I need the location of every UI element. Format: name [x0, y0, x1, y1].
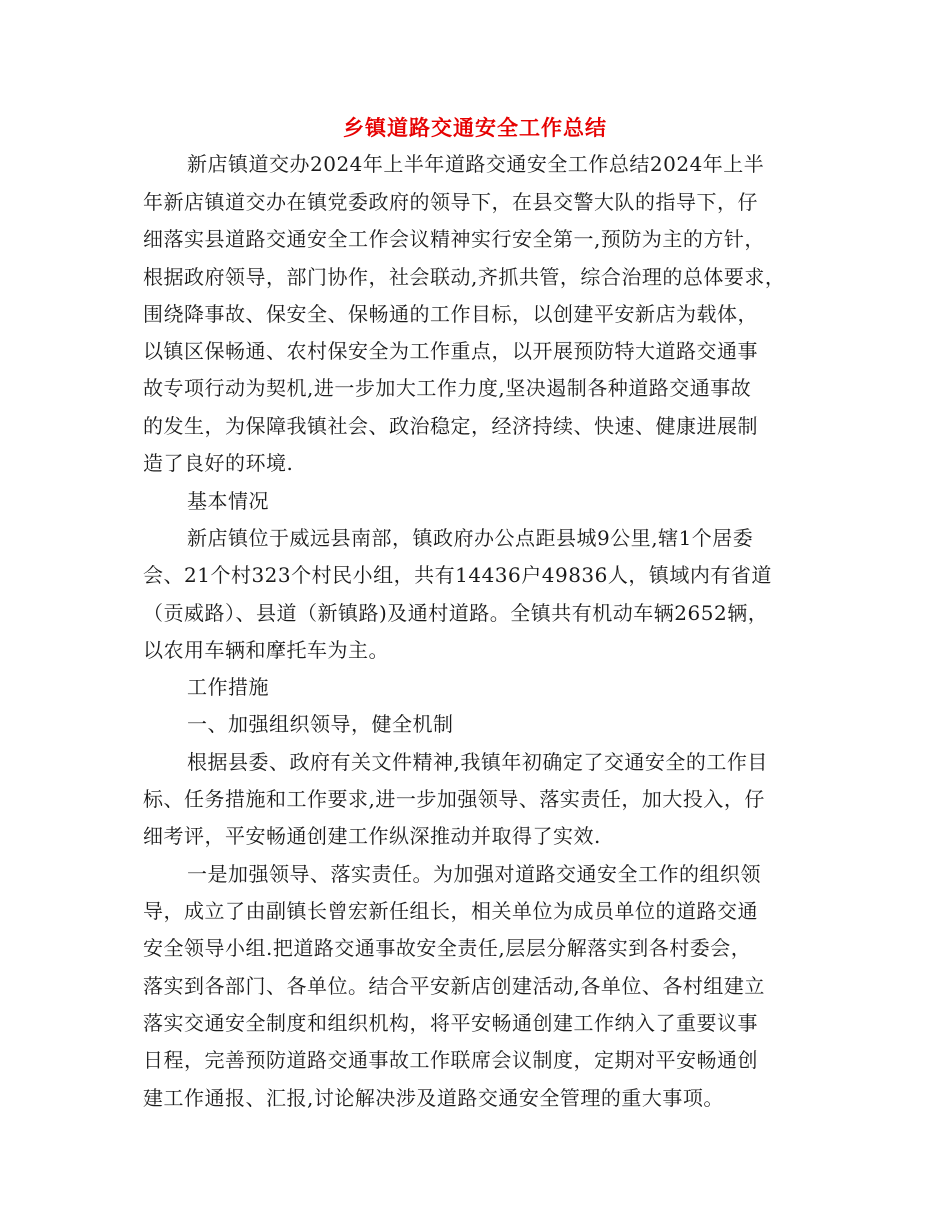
paragraph-line: 一是加强领导、落实责任。为加强对道路交通安全工作的组织领	[187, 862, 761, 886]
paragraph-line: 安全领导小组.把道路交通事故安全责任,层层分解落实到各村委会，	[143, 936, 752, 960]
paragraph-line: 会、21个村323个村民小组，共有14436户49836人，镇域内有省道	[143, 563, 772, 587]
paragraph-line: 落实到各部门、各单位。结合平安新店创建活动,各单位、各村组建立	[143, 974, 765, 998]
paragraph-line: 细考评，平安畅通创建工作纵深推动并取得了实效.	[143, 824, 601, 848]
paragraph-line: 根据政府领导，部门协作，社会联动,齐抓共管，综合治理的总体要求，	[143, 265, 786, 289]
paragraph-line: 导，成立了由副镇长曾宏新任组长，相关单位为成员单位的道路交通	[143, 899, 758, 923]
paragraph-line: （贡威路）、县道（新镇路)及通村道路。全镇共有机动车辆2652辆，	[143, 601, 769, 625]
paragraph-line: 标、任务措施和工作要求,进一步加强领导、落实责任，加大投入，仔	[143, 787, 765, 811]
paragraph-line: 围绕降事故、保安全、保畅通的工作目标，以创建平安新店为载体，	[143, 302, 758, 326]
paragraph-line: 的发生，为保障我镇社会、政治稳定，经济持续、快速、健康进展制	[143, 414, 758, 438]
subsection-heading: 一、加强组织领导，健全机制	[187, 712, 454, 736]
paragraph-line: 造了良好的环境.	[143, 451, 294, 475]
paragraph-line: 以镇区保畅通、农村保安全为工作重点，以开展预防特大道路交通事	[143, 339, 758, 363]
paragraph-line: 根据县委、政府有关文件精神,我镇年初确定了交通安全的工作目	[187, 750, 768, 774]
section-heading: 基本情况	[187, 489, 269, 513]
paragraph-line: 日程，完善预防道路交通事故工作联席会议制度，定期对平安畅通创	[143, 1048, 758, 1072]
paragraph-line: 建工作通报、汇报,讨论解决涉及道路交通安全管理的重大事项。	[143, 1086, 724, 1110]
paragraph-line: 新店镇位于威远县南部，镇政府办公点距县城9公里,辖1个居委	[187, 526, 754, 550]
paragraph-line: 细落实县道路交通安全工作会议精神实行安全第一,预防为主的方针，	[143, 227, 765, 251]
paragraph-line: 年新店镇道交办在镇党委政府的领导下，在县交警大队的指导下，仔	[143, 190, 758, 214]
document-title: 乡镇道路交通安全工作总结	[343, 116, 607, 140]
paragraph-line: 故专项行动为契机,进一步加大工作力度,坚决遏制各种道路交通事故	[143, 376, 752, 400]
paragraph-line: 新店镇道交办2024年上半年道路交通安全工作总结2024年上半	[187, 152, 765, 176]
paragraph-line: 落实交通安全制度和组织机构，将平安畅通创建工作纳入了重要议事	[143, 1011, 758, 1035]
section-heading: 工作措施	[187, 675, 269, 699]
paragraph-line: 以农用车辆和摩托车为主。	[143, 638, 389, 662]
